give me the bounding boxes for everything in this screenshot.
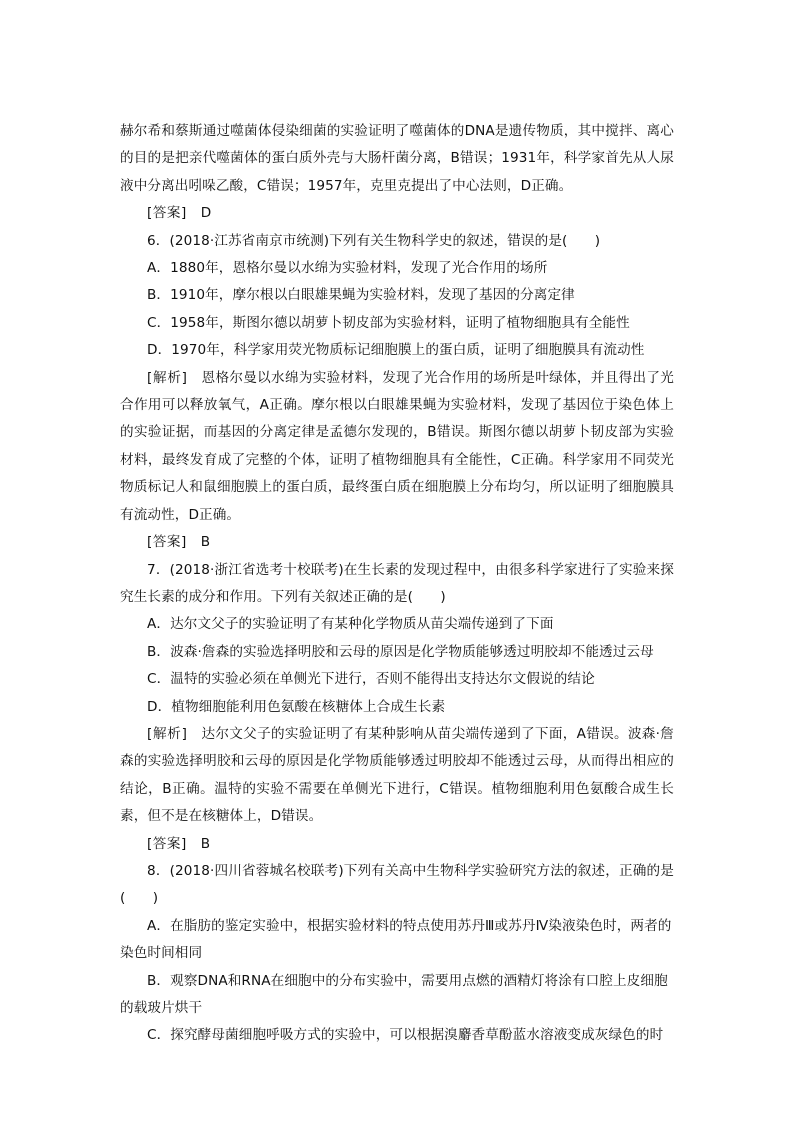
question-6-option-b: B．1910年，摩尔根以白眼雄果蝇为实验材料，发现了基因的分离定律: [147, 287, 575, 304]
answer-q7: [120, 831, 674, 858]
analysis-text: 达尔文父子的实验证明了有某种影响从苗尖端传递到了下面，A错误。波森·詹森的实验选择明胶和云母的原因是化学物质能够透过明胶却不能透过云母，从而得出相应的结论，B正确。温特的实验不需要在单侧光下进行，C错误。植物细胞利用色氨酸合成生长素，但不是在核糖体上，D错误。: [120, 725, 674, 825]
answer-q6: [120, 529, 674, 556]
question-6-option-c: C．1958年，斯图尔德以胡萝卜韧皮部为实验材料，证明了植物细胞具有全能性: [147, 314, 630, 331]
question-6-option-d: D．1970年，科学家用荧光物质标记细胞膜上的蛋白质，证明了细胞膜具有流动性: [147, 342, 645, 359]
continuation-paragraph: 赫尔希和蔡斯通过噬菌体侵染细菌的实验证明了噬菌体的DNA是遗传物质，其中搅拌、离心的目的是把亲代噬菌体的蛋白质外壳与大肠杆菌分离，B错误；1931年，科学家首先从人尿液中分离出吲哚乙酸，C错误；1957年，克里克提出了中心法则，D正确。: [120, 123, 674, 194]
answer-label: [答案]: [147, 534, 187, 551]
question-7-option-a: A．达尔文父子的实验证明了有某种化学物质从苗尖端传递到了下面: [147, 616, 554, 633]
question-7-option-c: C．温特的实验必须在单侧光下进行，否则不能得出支持达尔文假说的结论: [147, 671, 595, 688]
analysis-label: [解析]: [147, 369, 188, 386]
question-7-option-d: D．植物细胞能利用色氨酸在核糖体上合成生长素: [147, 698, 446, 715]
analysis-q6: [120, 365, 674, 529]
answer-label: [答案]: [147, 205, 187, 222]
page-content: [120, 118, 674, 1050]
question-8-option-b: B．观察DNA和RNA在细胞中的分布实验中，需要用点燃的酒精灯将涂有口腔上皮细胞的载玻片烘干: [120, 972, 668, 1016]
question-8-option-a: A．在脂肪的鉴定实验中，根据实验材料的特点使用苏丹Ⅲ或苏丹Ⅳ染液染色时，两者的染色时间相同: [120, 917, 672, 962]
analysis-text: 恩格尔曼以水绵为实验材料，发现了光合作用的场所是叶绿体，并且得出了光合作用可以释放氧气，A正确。摩尔根以白眼雄果蝇为实验材料，发现了基因位于染色体上的实验证据，而基因的分离定律是孟德尔发现的，B错误。斯图尔德以胡萝卜韧皮部为实验材料，最终发育成了完整的个体，证明了植物细胞具有全能性，C正确。科学家用不同荧光物质标记人和鼠细胞膜上的蛋白质，最终蛋白质在细胞膜上分布均匀，所以证明了细胞膜具有流动性，D正确。: [120, 369, 674, 523]
question-stem-7: 7．(2018·浙江省选考十校联考)在生长素的发现过程中，由很多科学家进行了实验来探究生长素的成分和作用。下列有关叙述正确的是( ): [120, 561, 674, 605]
answer-value: D: [200, 205, 212, 222]
question-8-option-c: C．探究酵母菌细胞呼吸方式的实验中，可以根据溴麝香草酚蓝水溶液变成灰绿色的时: [147, 1027, 664, 1044]
answer-label: [答案]: [147, 835, 187, 852]
question-stem-6: 6．(2018·江苏省南京市统测)下列有关生物科学史的叙述，错误的是( ): [147, 232, 601, 249]
analysis-q7: [120, 721, 674, 831]
analysis-label: [解析]: [147, 725, 188, 742]
question-7-option-b: B．波森·詹森的实验选择明胶和云母的原因是化学物质能够透过明胶却不能透过云母: [147, 643, 654, 660]
question-stem-8: 8．(2018·四川省蓉城名校联考)下列有关高中生物科学实验研究方法的叙述，正确的是( ): [120, 862, 674, 907]
question-6-option-a: A．1880年，恩格尔曼以水绵为实验材料，发现了光合作用的场所: [147, 260, 548, 277]
answer-q5: [120, 200, 674, 227]
answer-value: B: [200, 534, 211, 551]
answer-value: B: [200, 835, 211, 852]
